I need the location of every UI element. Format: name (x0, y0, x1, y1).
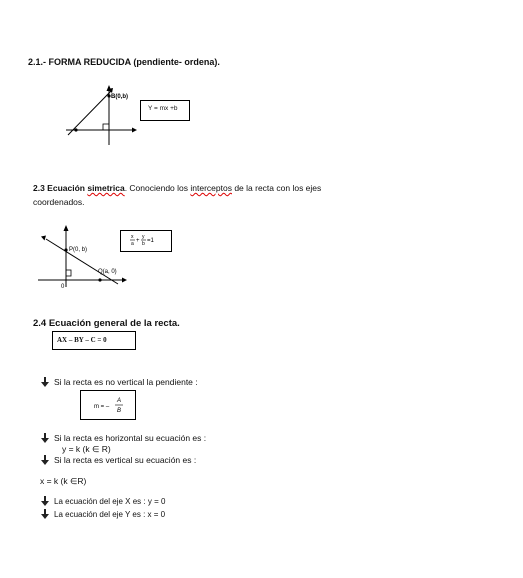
bullet-non-vertical (40, 377, 198, 387)
equation-box-symmetric (120, 230, 172, 252)
section-23-text (33, 181, 321, 209)
right-angle-mark (103, 124, 109, 130)
bullet-x-axis-text: La ecuación del eje X es : y = 0 (54, 497, 166, 506)
q-point-label: Q(a, 0) (98, 269, 117, 275)
section-23-title: 2.3 Ecuación (33, 183, 85, 193)
bullet-x-axis (40, 496, 165, 506)
y-axis-arrow (64, 225, 69, 231)
section-23-text-before: . Conociendo los (124, 183, 191, 193)
svg-text:A: A (117, 398, 122, 404)
bullet-arrow-icon (40, 433, 50, 443)
section-21-title: 2.1.- FORMA REDUCIDA (pendiente- ordena). (28, 57, 220, 67)
svg-text:x: x (131, 234, 134, 240)
origin-label: 0 (61, 284, 65, 290)
svg-text:B: B (117, 408, 122, 414)
bullet-horizontal-text: Si la recta es horizontal su ecuación es : (54, 433, 207, 443)
p-point-label: P(0, b) (69, 247, 88, 253)
x-axis-arrow (122, 278, 127, 283)
section-23-interceptos: interceptos (190, 183, 232, 193)
slope-formula (81, 391, 135, 419)
bullet-arrow-icon (40, 455, 50, 465)
x-axis-arrow (132, 128, 137, 133)
svg-text:+: + (136, 238, 140, 244)
bullet-horizontal (40, 433, 206, 443)
svg-text:y: y (142, 234, 145, 240)
svg-text:b: b (142, 241, 145, 247)
bullet-arrow-icon (40, 496, 50, 506)
section-23-text-after: de la recta con los ejes (231, 183, 322, 193)
reduced-line (68, 91, 111, 135)
section-23-line2: coordenados. (33, 197, 85, 207)
symmetric-equation (121, 231, 171, 251)
section-23-title-underlined: simetrica (87, 183, 125, 193)
bullet-vertical-text: Si la recta es vertical su ecuación es : (54, 455, 197, 465)
q-point-dot (98, 278, 101, 281)
x-intercept-dot (74, 128, 77, 131)
vertical-equation: x = k (k ∈R) (40, 476, 87, 486)
p-point-dot (64, 248, 67, 251)
bullet-non-vertical-text: Si la recta es no vertical la pendiente : (54, 377, 198, 387)
equation-box-reduced (140, 100, 190, 121)
svg-text:a: a (131, 241, 134, 247)
bullet-y-axis (40, 509, 165, 519)
svg-text:m = –: m = – (94, 404, 110, 410)
symmetric-line (46, 239, 118, 284)
svg-text:=1: =1 (147, 238, 154, 244)
b-point-label: B(0,b) (111, 94, 128, 100)
horizontal-equation: y = k (k ∈ R) (62, 444, 111, 454)
bullet-arrow-icon (40, 509, 50, 519)
right-angle-mark (66, 270, 71, 276)
general-equation: AX – BY – C = 0 (57, 336, 107, 344)
symmetric-line-arrow (41, 236, 46, 241)
equation-reduced: Y = mx +b (148, 105, 178, 112)
slope-formula-box (80, 390, 136, 420)
bullet-arrow-icon (40, 377, 50, 387)
bullet-y-axis-text: La ecuación del eje Y es : x = 0 (54, 510, 166, 519)
symmetric-form-graph (38, 225, 128, 290)
section-24-title: 2.4 Ecuación general de la recta. (33, 318, 180, 329)
bullet-vertical (40, 455, 196, 465)
general-equation-box (52, 331, 136, 350)
reduced-form-graph (58, 85, 138, 145)
